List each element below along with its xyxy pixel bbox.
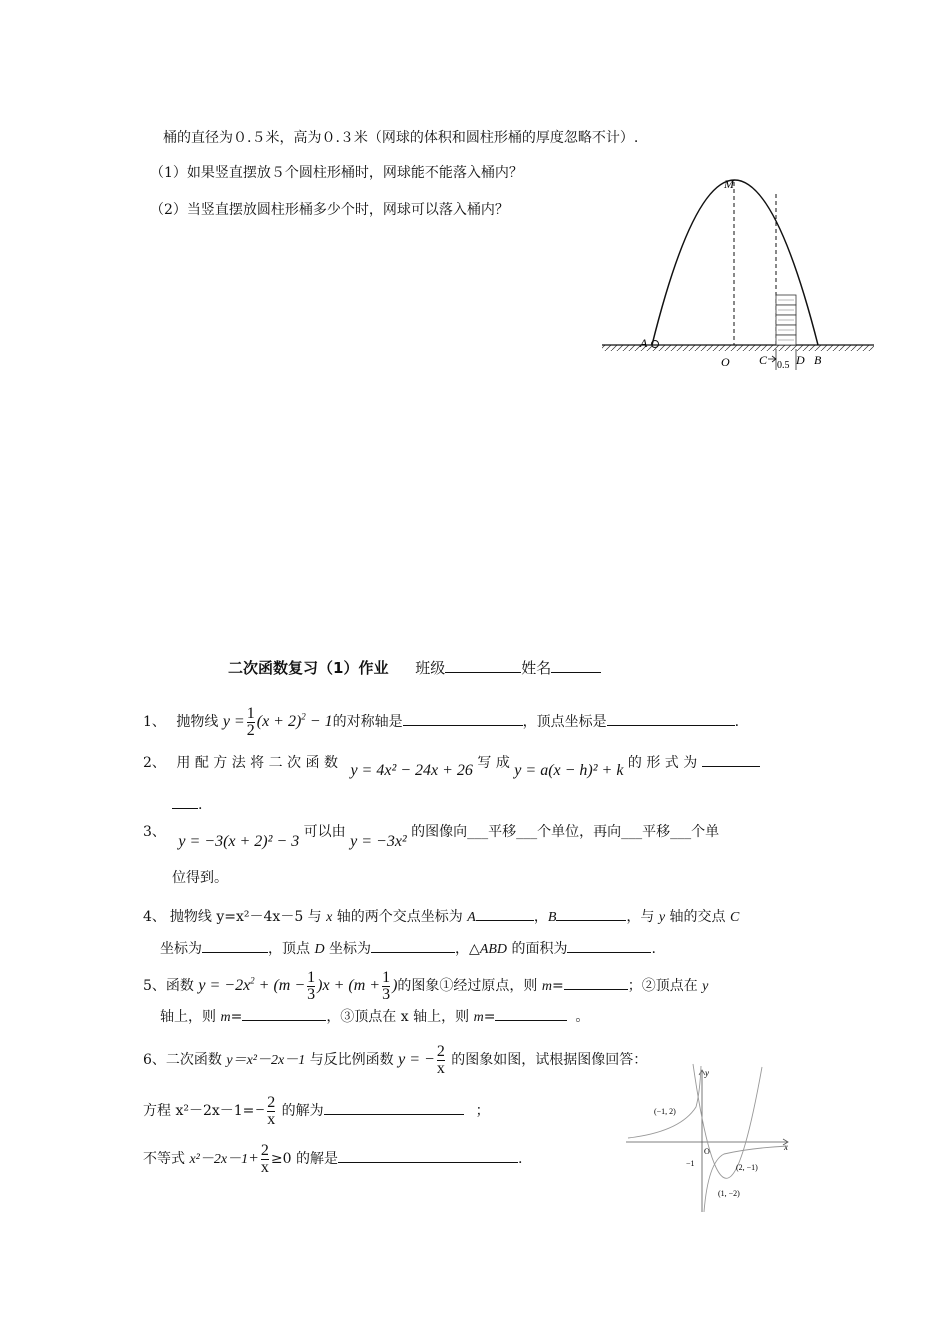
question-4-line2-e: 的面积为 [507,941,568,957]
question-4-y-label: y [658,910,666,925]
m-answer-2[interactable] [242,1006,326,1021]
inequality-fraction: + $\frac{2}{x}$ [248,1142,269,1176]
question-4-text-d: ，与 [626,909,659,925]
label-width: 0.5 [777,360,790,371]
equation-line [143,1095,490,1128]
point-c-blank[interactable] [202,938,268,953]
inequality-plus: + [248,1150,259,1168]
question-6-number: 6、 [143,1052,166,1069]
question-2-number: 2、 [143,755,166,771]
function-graph [620,1062,800,1217]
question-1-text: 抛物线 [176,714,219,731]
equation-formula: − $\frac{2}{x}$ [254,1094,276,1128]
question-5-mid2: ；②顶点在 [627,978,703,995]
question-4-label-c: C [729,910,740,925]
question-2-mid: 写 成 [477,755,510,771]
vertex-answer-blank[interactable] [607,711,735,726]
question-5-y: y [702,979,709,995]
question-2-text: 用 配 方 法 将 二 次 函 数 [176,755,338,771]
form-answer-blank-2[interactable] [172,794,198,809]
name-blank[interactable] [551,658,601,673]
inequality-end: . [517,1151,523,1168]
question-5-eq-3: = [483,1009,496,1025]
question-4 [143,906,739,928]
intro-question-2: （2）当竖直摆放圆柱形桶多少个时，网球可以落入桶内？ [150,202,509,218]
question-4-line2-a: 坐标为 [160,941,202,957]
point-d-blank[interactable] [371,938,455,953]
question-4-line-2 [160,938,656,960]
question-4-label-a: A [467,910,476,925]
question-1-formula: y = $\frac{1}{2}$ $(x + 2)^2 - 1$ [222,705,333,739]
bucket-stack [776,295,796,345]
question-5-eq-1: = [551,978,564,995]
point-label-3: (1, −2) [718,1189,740,1198]
question-1-number: 1、 [143,714,166,731]
point-label-2: (2, −1) [736,1163,758,1172]
question-5-m-1: m [541,979,552,995]
equation-end: ； [475,1103,490,1120]
graph-minus-one: −1 [686,1159,695,1168]
area-blank[interactable] [567,938,651,953]
question-5-pre: 函数 [165,978,194,995]
question-3-number: 3、 [143,824,166,840]
question-5-number: 5、 [143,978,166,995]
equation-pre: 方程 x²－2x－1= [143,1103,255,1120]
question-1-end: . [734,714,740,731]
question-6 [143,1044,647,1077]
question-1 [143,706,739,739]
class-label: 班级 [415,659,446,677]
question-5-formula: $y = -2x^2 + (m$ − $\frac{1}{3}$ )x + (m + $\frac{1}{3}$ ) [198,969,398,1003]
question-1-mid2: ，顶点坐标是 [522,714,607,731]
point-b-blank[interactable] [556,906,626,921]
question-2-end: . [198,797,203,813]
question-5-eq-2: = [230,1009,243,1025]
question-2-post: 的 形 式 为 [627,755,698,771]
homework-header [228,658,601,678]
equation-answer-blank[interactable] [324,1100,464,1115]
axis-answer-blank[interactable] [403,711,523,726]
question-6-post: 的图象如图，试根据图像回答： [446,1052,648,1069]
question-3-formula-1: y = −3(x + 2)² − 3 [178,833,300,850]
question-5 [143,970,708,1003]
question-6-pre: 二次函数 [165,1052,227,1069]
intro-line: 桶的直径为０.５米，高为０.３米（网球的体积和圆柱形桶的厚度忽略不计）. [163,130,639,146]
inequality-line [143,1143,522,1176]
question-4-label-d: D [314,942,325,957]
point-a-blank[interactable] [476,906,534,921]
parabola-curve [693,1064,762,1178]
question-5-m-2: m [220,1010,231,1025]
question-5-line2-b: ，③顶点在 x 轴上，则 [326,1009,474,1025]
m-answer-3[interactable] [495,1006,567,1021]
question-4-label-b: B [547,910,557,925]
intro-question-1: （1）如果竖直摆放５个圆柱形桶时，网球能不能落入桶内？ [150,165,523,181]
question-4-line2-d: ，△ [455,941,480,957]
question-2-continued [172,794,202,815]
question-4-x-label: x [326,910,333,925]
question-5-line2-a: 轴上，则 [160,1009,221,1025]
question-4-number: 4、 [143,909,166,925]
form-answer-blank[interactable] [702,752,760,767]
graph-x-label: x [784,1142,788,1152]
label-M: M [724,177,734,191]
question-4-line2-c: 坐标为 [324,941,372,957]
question-3-line-2: 位得到。 [172,870,228,886]
label-B: B [814,353,822,367]
question-6-formula: y＝x²－2x－1 [226,1053,306,1069]
question-4-text-a: 抛物线 y=x²－4x－5 与 [169,909,327,925]
question-3 [143,822,720,850]
inequality-post: ≥0 的解是 [270,1151,338,1168]
label-C: C [759,353,768,367]
equation-post: 的解为 [277,1103,324,1120]
question-4-end: . [651,941,656,957]
question-2 [143,752,760,779]
question-4-line2-b: ，顶点 [268,941,315,957]
question-2-formula-2: y = a(x − h)² + k [514,762,624,779]
question-6-formula-2: y = − $\frac{2}{x}$ [398,1043,445,1077]
class-blank[interactable] [445,658,521,673]
name-label: 姓名 [521,659,552,677]
question-6-mid: 与反比例函数 [305,1052,399,1069]
graph-origin-label: O [704,1147,710,1156]
question-5-mid: 的图象①经过原点，则 [397,978,542,995]
question-4-text-c: 轴的两个交点坐标为 [332,909,468,925]
inequality-formula: x²－2x－1 [189,1152,249,1168]
m-answer-1[interactable] [564,975,628,990]
homework-title: 二次函数复习（1）作业 [228,659,389,677]
question-3-formula-2: y = −3x² [350,833,407,850]
question-5-line-2 [160,1006,589,1028]
question-4-text-f: 轴的交点 [665,909,730,925]
question-4-sep: ， [533,909,548,925]
question-4-label-abd: ABD [479,942,508,957]
question-3-post: 的图像向___平移___个单位，再向___平移___个单 [411,824,720,840]
hyperbola-left-branch [628,1066,701,1138]
question-2-formula-1: y = 4x² − 24x + 26 [350,762,473,779]
question-3-mid: 可以由 [303,824,346,840]
label-A: A [640,336,648,350]
inequality-answer-blank[interactable] [338,1148,518,1163]
graph-y-label: y [705,1068,709,1078]
hyperbola-right-branch [704,1146,788,1212]
label-O: O [721,355,730,369]
label-D: D [796,353,805,367]
parabola-diagram [600,170,880,380]
point-label-1: (−1, 2) [654,1107,676,1116]
question-5-m-3: m [473,1010,484,1025]
inequality-pre: 不等式 [143,1151,190,1168]
question-5-end: 。 [575,1009,590,1025]
question-1-mid: 的对称轴是 [332,714,403,731]
